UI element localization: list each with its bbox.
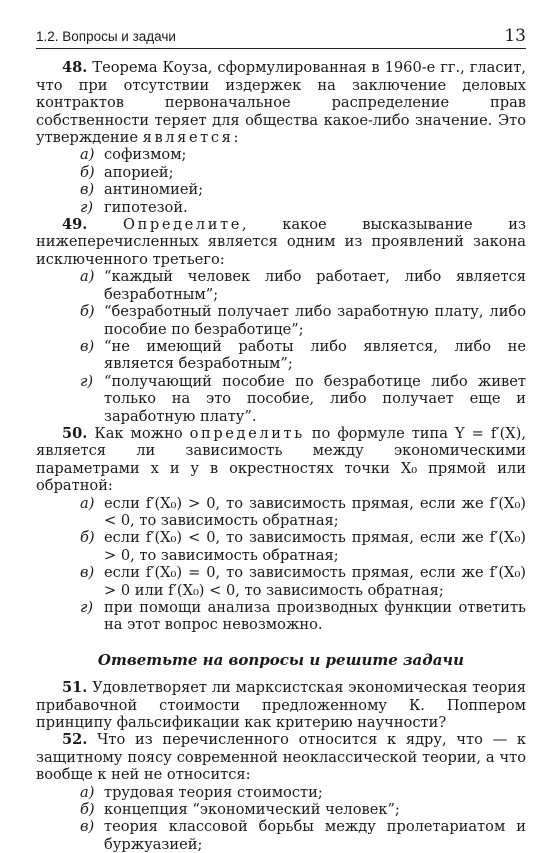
option-c: [36, 564, 526, 599]
question-number: 48.: [62, 59, 88, 77]
option-letter: г): [80, 198, 94, 216]
question-51: [36, 679, 526, 731]
section-heading: 1.2. Вопросы и задачи: [36, 29, 176, 44]
spaced-emphasis: определить: [189, 424, 305, 442]
option-a: [36, 268, 526, 303]
question-48: [36, 59, 526, 146]
question-text-pre: Как можно: [94, 424, 183, 442]
option-letter: в): [80, 818, 95, 836]
option-b: [36, 164, 526, 181]
option-text: “получающий пособие по безработице либо живет только на это пособие, либо получает еще и заработную плату”.: [104, 372, 526, 425]
option-letter: б): [80, 163, 95, 181]
question-number: 49.: [62, 216, 88, 234]
option-letter: б): [80, 801, 95, 819]
option-a: [36, 784, 526, 801]
option-d: [36, 599, 526, 634]
option-b: [36, 801, 526, 818]
option-letter: г): [80, 599, 94, 616]
option-text: антиномией;: [104, 181, 204, 199]
option-text: концепция “экономический человек”;: [104, 801, 400, 819]
option-d: [36, 373, 526, 425]
spaced-emphasis: Определите: [123, 216, 243, 234]
option-letter: в): [80, 564, 95, 582]
question-52: [36, 731, 526, 783]
option-letter: в): [80, 181, 95, 199]
option-text: “не имеющий работы либо является, либо не является безработным”;: [104, 337, 526, 373]
option-text: при помощи анализа производных функции ответить на этот вопрос невозможно.: [104, 599, 526, 634]
question-text: Теорема Коуза, сформулированная в 1960-е гг., гласит, что при отсутствии издержек на заключение деловых контрактов первоначальное распределение прав собственности теряет для общества какое-либо значение. Это утверждение: [36, 59, 526, 147]
option-d: [36, 199, 526, 216]
question-text: Удовлетворяет ли марксистская экономическая теория прибавочной стоимости предложенному К. Поппером принципу фальсификации как критерию научности?: [36, 679, 527, 732]
option-letter: г): [80, 372, 94, 390]
option-b: [36, 529, 526, 564]
answer-options: [36, 146, 526, 216]
option-b: [36, 303, 526, 338]
option-letter: б): [80, 529, 95, 547]
option-text: если f′(X₀) = 0, то зависимость прямая, если же f′(X₀) > 0 или f′(X₀) < 0, то зависимость обратная;: [104, 564, 526, 599]
question-number: 51.: [62, 679, 88, 697]
option-text: если f′(X₀) > 0, то зависимость прямая, если же f′(X₀) < 0, то зависимость обратная;: [104, 494, 526, 529]
option-letter: а): [80, 783, 95, 801]
option-text: гипотезой.: [104, 198, 188, 216]
option-a: [36, 495, 526, 530]
option-text: “безработный получает либо заработную плату, либо пособие по безработице”;: [104, 303, 526, 338]
option-letter: б): [80, 303, 95, 321]
option-text: трудовая теория стоимости;: [104, 783, 323, 801]
question-text: , какое высказывание из нижеперечисленных является одним из проявлений закона исключенного третьего:: [36, 216, 526, 268]
option-c: [36, 181, 526, 198]
option-letter: а): [80, 494, 95, 512]
question-number: 52.: [62, 731, 88, 749]
question-text: по формуле типа Y = f′(X), является ли зависимость между экономическими параметрами x и y в окрестностях точки X₀ прямой или обратной:: [36, 424, 526, 495]
option-text: софизмом;: [104, 146, 187, 164]
question-50: [36, 425, 526, 495]
section-title: Ответьте на вопросы и решите задачи: [97, 650, 465, 669]
option-text: “каждый человек либо работает, либо является безработным”;: [104, 268, 526, 303]
option-a: [36, 146, 526, 163]
spaced-emphasis: является: [142, 129, 234, 147]
option-text: теория классовой борьбы между пролетариатом и буржуазией;: [104, 818, 526, 853]
answer-options: [36, 784, 526, 853]
option-letter: а): [80, 146, 95, 164]
option-letter: в): [80, 337, 95, 355]
question-text: Что из перечисленного относится к ядру, что — к защитному поясу современной неоклассической теории, а что вообще к ней не относится:: [36, 731, 527, 784]
running-header: [36, 28, 526, 49]
answer-options: [36, 268, 526, 425]
option-c: [36, 338, 526, 373]
question-number: 50.: [62, 424, 88, 442]
question-punct: :: [233, 129, 239, 147]
page-number: 13: [504, 26, 526, 46]
question-49: [36, 216, 526, 268]
option-c: [36, 818, 526, 853]
option-text: апорией;: [104, 163, 174, 181]
answer-options: [36, 495, 526, 634]
option-text: если f′(X₀) < 0, то зависимость прямая, если же f′(X₀) > 0, то зависимость обратная;: [104, 529, 526, 564]
option-letter: а): [80, 268, 95, 286]
